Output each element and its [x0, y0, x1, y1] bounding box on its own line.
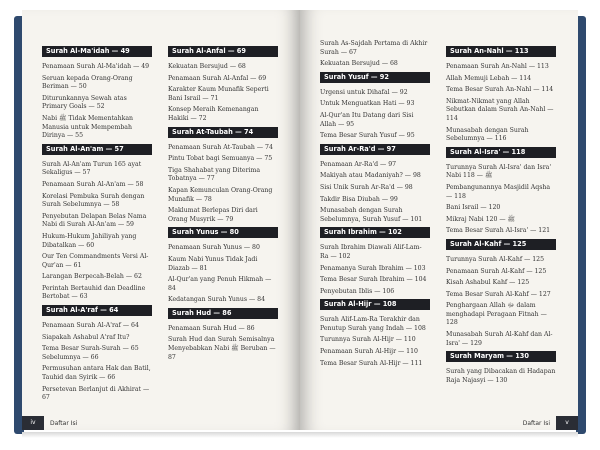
toc-entry: Kedatangan Surah Yunus — 84: [168, 296, 266, 304]
left-page: [22, 10, 300, 430]
toc-entry: Permusuhan antara Hak dan Batil, Tauhid dan Syirik — 66: [42, 365, 151, 382]
surah-heading: Surah Al-A'raf — 64: [42, 305, 152, 316]
toc-entry: Penamaan Surah An-Nahl — 113: [446, 63, 549, 70]
toc-entry: Persetevan Berlanjut di Akhirat — 67: [42, 385, 150, 402]
toc-entry: Larangan Berpecah-Belah — 62: [42, 273, 142, 281]
toc-entry: Munasabah dengan Surah Sebelumnya, Surah Yusuf — 101: [320, 207, 423, 223]
book-shadow: [22, 432, 578, 438]
surah-heading: Surah Ar-Ra'd — 97: [320, 144, 430, 155]
toc-entry: Nikmat-Nikmat yang Allah Sebutkan dalam Surah An-Nahl — 114: [446, 97, 554, 122]
toc-entry: Makiyah atau Madaniyah? — 98: [320, 172, 421, 180]
left-page-column-2: [168, 44, 278, 365]
toc-entry: Surah Al-An'am Turun 165 ayat Sekaligus — 57: [42, 160, 142, 177]
right-page-column-2: [446, 44, 556, 388]
toc-entry: Penamaan Surah Yunus — 80: [168, 244, 260, 252]
toc-entry: Nabi ﷺ Tidak Mementahkan Manusia untuk Mempembah Dirinya — 55: [42, 114, 134, 140]
toc-entry: Kaum Nabi Yunus Tidak Jadi Diazab — 81: [168, 255, 258, 272]
toc-entry: Konsep Meraih Kemenangan Hakiki — 72: [168, 106, 259, 122]
surah-heading: Surah Al-Isra' — 118: [446, 147, 556, 158]
toc-entry: Pintu Tobat bagi Semuanya — 75: [168, 155, 273, 163]
toc-entry: Turunnya Surah Al-Isra' dan Isra' Nabi ﷺ — 118: [446, 163, 552, 180]
toc-entry: Surah As-Sajdah Pertama di Akhir Surah — 67: [320, 40, 428, 56]
toc-entry: Our Ten Commandments Versi Al-Qur'an — 61: [42, 253, 149, 269]
toc-entry: Penamaan Surah Al-Anfal — 69: [168, 74, 267, 82]
toc-entry: Maklumat Berlepas Diri dari Orang Musyrik — 79: [168, 207, 258, 223]
toc-entry: Turunnya Surah Al-Kahf — 125: [446, 255, 545, 263]
toc-entry: Penamaan Surah Al-Ma'idah — 49: [42, 63, 150, 70]
left-page-number: iv: [22, 416, 44, 430]
toc-entry: Penamaan Surah Hud — 86: [168, 324, 255, 332]
left-page-footer: [22, 416, 300, 430]
right-page: [300, 10, 578, 430]
open-book: [14, 10, 586, 436]
toc-entry: Diturunkannya Sewah atas Primary Goals — 52: [42, 94, 127, 111]
toc-entry: Al-Qur'an yang Penuh Hikmah — 84: [168, 276, 272, 292]
surah-heading: Surah Hud — 86: [168, 308, 278, 319]
toc-entry: Penamaan Surah At-Taubah — 74: [168, 143, 273, 151]
toc-entry: Penamaan Surah Al-Hijr — 110: [320, 348, 418, 356]
surah-heading: Surah Al-Hijr — 108: [320, 299, 430, 310]
toc-entry: Mikraj Nabi ﷺ — 120: [446, 215, 516, 223]
toc-entry: Penamanya Surah Ibrahim — 103: [320, 264, 426, 272]
left-footer-label: Daftar Isi: [50, 420, 78, 427]
toc-entry: Surah Hud dan Surah Semisalnya Menyebabkan Nabi ﷺ Beruban — 87: [168, 336, 276, 361]
toc-entry: Untuk Menguatkan Hati — 93: [320, 100, 415, 108]
toc-entry: Hukum-Hukum Jahiliyah yang Dibatalkan — 60: [42, 232, 137, 249]
surah-heading: Surah Yunus — 80: [168, 227, 278, 238]
left-page-column-1: [42, 44, 152, 406]
toc-entry: Tema Besar Surah Al-Isra' — 121: [446, 227, 551, 235]
toc-entry: Allah Memuji Lebah — 114: [446, 74, 532, 82]
surah-heading: Surah An-Nahl — 113: [446, 46, 556, 57]
toc-entry: Penamaan Surah Al-An'am — 58: [42, 180, 144, 188]
toc-entry: Penamaan Surah Al-Kahf — 125: [446, 267, 547, 275]
right-page-footer: [300, 416, 578, 430]
toc-entry: Tema Besar Surah Yusuf — 95: [320, 132, 415, 140]
toc-entry: Surah Alif-Lam-Ra Terakhir dan Penutup Surah yang Indah — 108: [320, 316, 426, 332]
toc-entry: Takdir Bisa Diubah — 99: [320, 195, 398, 203]
toc-entry: Karakter Kaum Munafik Seperti Bani Israil — 71: [168, 86, 269, 102]
toc-entry: Al-Qur'an Itu Datang dari Sisi Allah — 95: [320, 111, 414, 128]
toc-entry: Korelasi Pembuka Surah dengan Surah Sebelumnya — 58: [42, 192, 145, 209]
toc-entry: Perintah Bertauhid dan Deadline Bertobat — 63: [42, 284, 146, 301]
right-page-number: v: [556, 416, 578, 430]
toc-entry: Penyebutan Delapan Belas Nama Nabi di Surah Al-An'am — 59: [42, 212, 147, 229]
toc-entry: Kekuatan Bersujud — 68: [168, 63, 246, 70]
surah-heading: Surah Ibrahim — 102: [320, 227, 430, 238]
toc-entry: Munasabah dengan Surah Sebelumnya — 116: [446, 126, 529, 143]
toc-entry: Tiga Shahabat yang Diterima Tobatnya — 77: [168, 166, 261, 183]
toc-entry: Surah yang Dibacakan di Hadapan Raja Najasyi — 130: [446, 368, 556, 384]
toc-entry: Tema Besar Surah Al-Kahf — 127: [446, 290, 551, 298]
toc-entry: Penamaan Ar-Ra'd — 97: [320, 160, 397, 168]
surah-heading: Surah Al-Kahf — 125: [446, 239, 556, 250]
toc-entry: Tema Besar Surah Ibrahim — 104: [320, 276, 427, 284]
toc-entry: Tema Besar Surah-Surah — 65 Sebelumnya — 66: [42, 345, 139, 361]
toc-entry: Penyebutan Iblis — 106: [320, 287, 395, 295]
surah-heading: Surah Al-Anfal — 69: [168, 46, 278, 57]
toc-entry: Tema Besar Surah An-Nahl — 114: [446, 86, 554, 94]
toc-entry: Penghargaan Allah ﷻ dalam menghadapi Peragaan Fitnah — 128: [446, 302, 547, 327]
surah-heading: Surah Al-An'am — 57: [42, 144, 152, 155]
toc-entry: Bani Israil — 120: [446, 204, 501, 212]
toc-entry: Kekuatan Bersujud — 68: [320, 60, 398, 68]
surah-heading: Surah Yusuf — 92: [320, 72, 430, 83]
surah-heading: Surah Al-Ma'idah — 49: [42, 46, 152, 57]
toc-entry: Siapakah Ashabul A'raf Itu?: [42, 333, 130, 341]
toc-entry: Tema Besar Surah Al-Hijr — 111: [320, 359, 423, 367]
toc-entry: Pembangunannya Masjidil Aqsha — 118: [446, 183, 551, 200]
toc-entry: Sisi Unik Surah Ar-Ra'd — 98: [320, 183, 413, 191]
surah-heading: Surah At-Taubah — 74: [168, 127, 278, 138]
toc-entry: Kapan Kemunculan Orang-Orang Munafik — 78: [168, 186, 273, 203]
toc-entry: Urgensi untuk Dihafal — 92: [320, 88, 408, 96]
toc-entry: Surah Ibrahim Diawali Alif-Lam-Ra — 102: [320, 244, 422, 260]
surah-heading: Surah Maryam — 130: [446, 351, 556, 362]
toc-entry: Kisah Ashabul Kahf — 125: [446, 279, 530, 287]
toc-entry: Munasabah Surah Al-Kahf dan Al-Isra' — 129: [446, 331, 553, 347]
toc-entry: Turunnya Surah Al-Hijr — 110: [320, 336, 416, 344]
right-footer-label: Daftar Isi: [522, 420, 550, 427]
toc-entry: Penamaan Surah Al-A'raf — 64: [42, 322, 139, 330]
toc-entry: Seruan kepada Orang-Orang Beriman — 50: [42, 74, 133, 91]
right-page-column-1: [320, 40, 430, 371]
